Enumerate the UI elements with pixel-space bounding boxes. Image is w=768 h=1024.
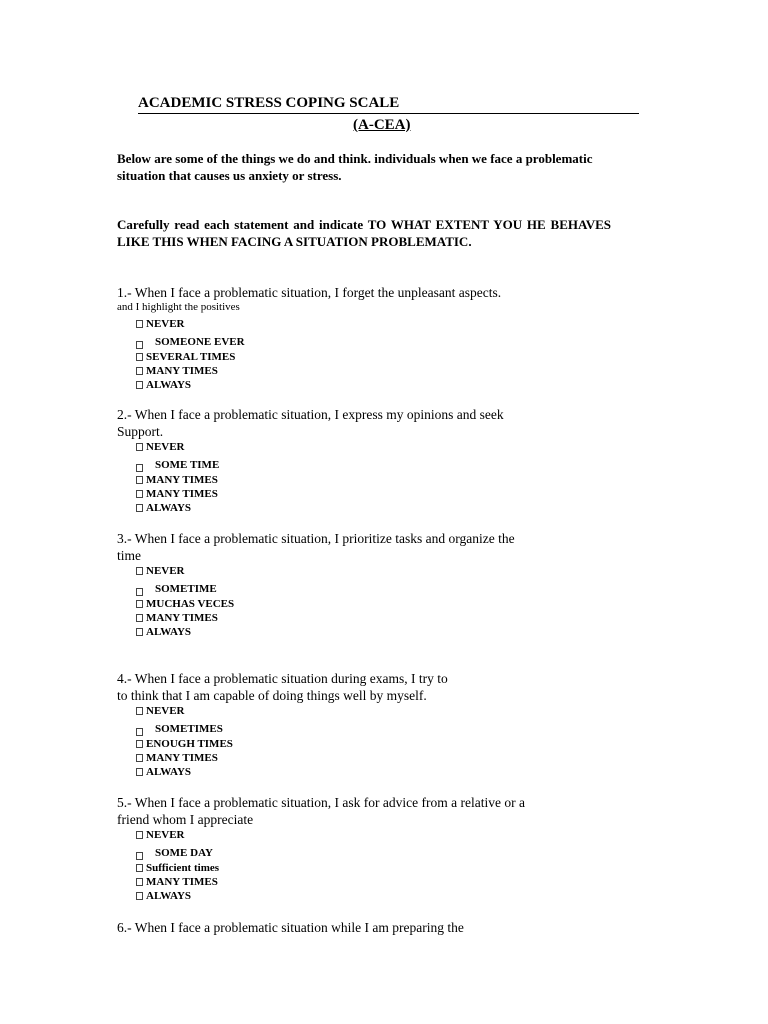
checkbox-icon[interactable] (136, 381, 143, 389)
option-label: MANY TIMES (146, 612, 218, 624)
option-label: SOME TIME (155, 459, 220, 471)
option-label: SOMETIMES (155, 723, 223, 735)
option-never[interactable] (136, 564, 617, 578)
option-never[interactable] (136, 828, 617, 842)
option-many-times[interactable] (136, 611, 617, 625)
option-label: SOME DAY (155, 847, 213, 859)
checkbox-icon[interactable] (136, 353, 143, 361)
option-label: MANY TIMES (146, 365, 218, 377)
option-never[interactable] (136, 440, 617, 454)
option-label: SOMEONE EVER (155, 336, 245, 348)
checkbox-icon[interactable] (136, 628, 143, 636)
option-label: NEVER (146, 441, 185, 453)
question-text-continued: and I highlight the positives (117, 301, 240, 313)
option-sometimes[interactable] (136, 718, 617, 737)
checkbox-icon[interactable] (136, 754, 143, 762)
checkbox-icon[interactable] (136, 567, 143, 575)
question-4 (117, 670, 617, 779)
option-many-times[interactable] (136, 597, 617, 611)
option-label: NEVER (146, 318, 185, 330)
question-text: 2.- When I face a problematic situation, I express my opinions and seek (117, 407, 504, 422)
checkbox-icon[interactable] (136, 892, 143, 900)
checkbox-icon[interactable] (136, 878, 143, 886)
option-sometimes[interactable] (136, 454, 617, 473)
option-label: MANY TIMES (146, 474, 218, 486)
option-many-times[interactable] (136, 473, 617, 487)
checkbox-icon[interactable] (136, 600, 143, 608)
checkbox-icon[interactable] (136, 320, 143, 328)
option-many-times[interactable] (136, 751, 617, 765)
option-always[interactable] (136, 625, 617, 639)
checkbox-icon[interactable] (136, 728, 143, 736)
answer-options (136, 828, 617, 903)
option-label: MUCHAS VECES (146, 598, 235, 610)
option-label: ALWAYS (146, 766, 192, 778)
checkbox-icon[interactable] (136, 341, 143, 349)
option-label: ALWAYS (146, 890, 192, 902)
question-1 (117, 284, 617, 392)
option-label: SOMETIME (155, 583, 217, 595)
question-text: 3.- When I face a problematic situation, I prioritize tasks and organize the (117, 531, 515, 546)
checkbox-icon[interactable] (136, 588, 143, 596)
question-text: 4.- When I face a problematic situation during exams, I try to (117, 671, 448, 686)
option-enough-times[interactable] (136, 737, 617, 751)
option-always[interactable] (136, 889, 617, 903)
answer-options (136, 564, 617, 639)
option-label: MANY TIMES (146, 752, 218, 764)
answer-options (136, 704, 617, 779)
checkbox-icon[interactable] (136, 464, 143, 472)
option-sufficient-times[interactable] (136, 861, 617, 875)
option-many-times[interactable] (136, 875, 617, 889)
document-subtitle: (A-CEA) (353, 117, 411, 133)
option-label: ALWAYS (146, 502, 192, 514)
checkbox-icon[interactable] (136, 768, 143, 776)
option-many-times[interactable] (136, 364, 617, 378)
question-text: 1.- When I face a problematic situation, I forget the unpleasant aspects. (117, 285, 502, 300)
intro-paragraph: Below are some of the things we do and think. individuals when we face a problematic situation that causes us anxiety or stress. (117, 151, 593, 183)
question-text-continued: to think that I am capable of doing things well by myself. (117, 688, 427, 703)
option-label: Sufficient times (146, 862, 220, 874)
option-sometimes[interactable] (136, 331, 617, 350)
option-label: SEVERAL TIMES (146, 351, 236, 363)
option-label: MANY TIMES (146, 488, 218, 500)
option-label: NEVER (146, 829, 185, 841)
instructions-paragraph: Carefully read each statement and indicate TO WHAT EXTENT YOU HE BEHAVES LIKE THIS WHEN FACING A SITUATION PROBLEMATIC. (117, 217, 611, 249)
question-text-continued: Support. (117, 424, 164, 439)
question-5 (117, 794, 617, 903)
checkbox-icon[interactable] (136, 504, 143, 512)
checkbox-icon[interactable] (136, 443, 143, 451)
question-text-continued: friend whom I appreciate (117, 812, 254, 827)
option-always[interactable] (136, 501, 617, 515)
option-label: MANY TIMES (146, 876, 218, 888)
option-always[interactable] (136, 378, 617, 392)
option-label: NEVER (146, 705, 185, 717)
checkbox-icon[interactable] (136, 367, 143, 375)
question-text-continued: time (117, 548, 141, 563)
document-title: ACADEMIC STRESS COPING SCALE (138, 94, 639, 114)
option-label: ENOUGH TIMES (146, 738, 233, 750)
option-many-times[interactable] (136, 487, 617, 501)
checkbox-icon[interactable] (136, 707, 143, 715)
checkbox-icon[interactable] (136, 476, 143, 484)
checkbox-icon[interactable] (136, 490, 143, 498)
option-sometimes[interactable] (136, 578, 617, 597)
option-label: ALWAYS (146, 626, 192, 638)
option-label: NEVER (146, 565, 185, 577)
checkbox-icon[interactable] (136, 740, 143, 748)
option-never[interactable] (136, 317, 617, 331)
answer-options (136, 317, 617, 392)
checkbox-icon[interactable] (136, 864, 143, 872)
question-3 (117, 530, 617, 639)
option-never[interactable] (136, 704, 617, 718)
checkbox-icon[interactable] (136, 852, 143, 860)
option-sometimes[interactable] (136, 842, 617, 861)
checkbox-icon[interactable] (136, 614, 143, 622)
answer-options (136, 440, 617, 515)
option-always[interactable] (136, 765, 617, 779)
question-text: 6.- When I face a problematic situation while I am preparing the (117, 920, 464, 935)
option-several-times[interactable] (136, 350, 617, 364)
question-6 (117, 919, 617, 936)
question-2 (117, 406, 617, 515)
option-label: ALWAYS (146, 379, 192, 391)
question-text: 5.- When I face a problematic situation, I ask for advice from a relative or a (117, 795, 525, 810)
checkbox-icon[interactable] (136, 831, 143, 839)
